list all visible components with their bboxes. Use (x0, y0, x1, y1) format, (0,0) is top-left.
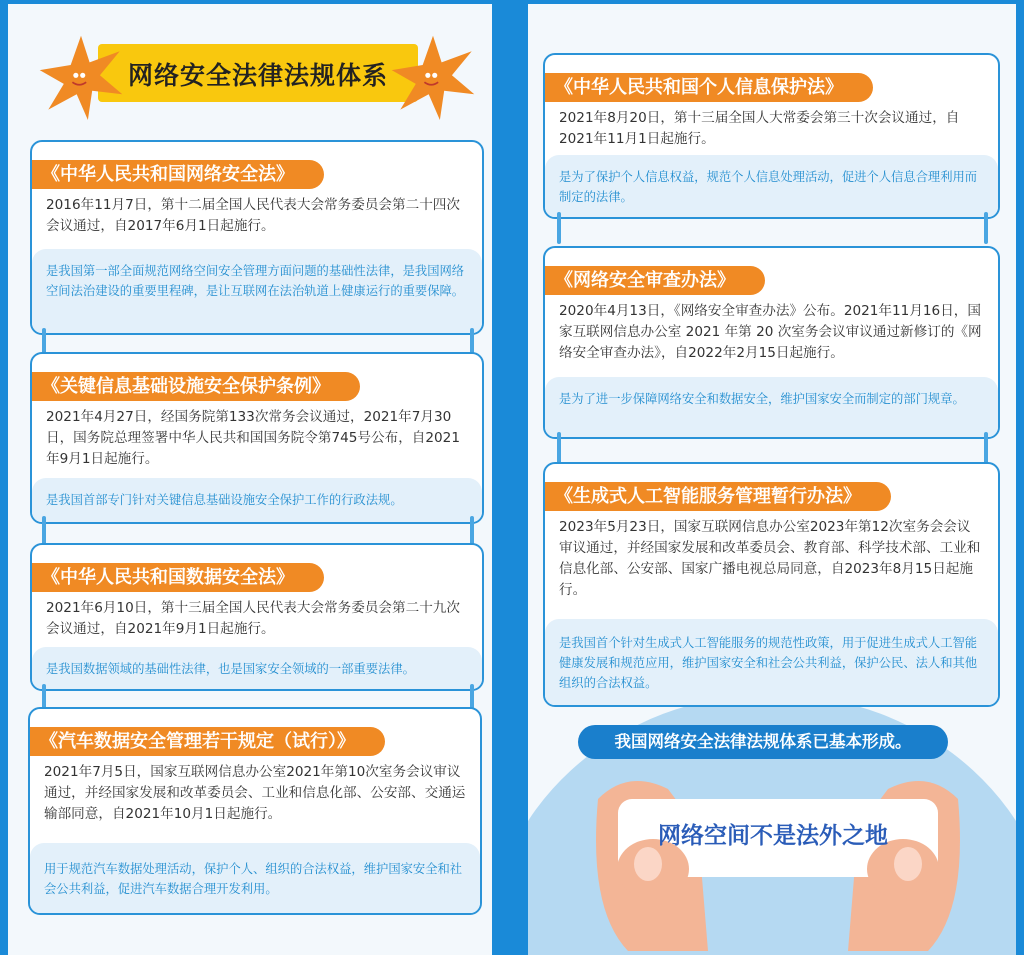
star-mascot-icon (390, 34, 476, 120)
law-detail: 2021年8月20日，第十三届全国人大常委会第三十次会议通过，自2021年11月1日起施行。 (559, 110, 960, 147)
connector (984, 212, 988, 244)
law-card (543, 462, 1000, 707)
law-significance: 是我国第一部全面规范网络空间安全管理方面问题的基础性法律，是我国网络空间法治建设的重要里程碑，是让互联网在法治轨道上健康运行的重要保障。 (32, 249, 482, 333)
law-card (543, 53, 1000, 219)
connector (557, 432, 561, 464)
slogan: 网络空间不是法外之地 (658, 823, 888, 849)
law-significance: 是我国首部专门针对关键信息基础设施安全保护工作的行政法规。 (32, 478, 482, 522)
law-title: 《中华人民共和国数据安全法》 (32, 563, 324, 592)
law-title: 《网络安全审查办法》 (545, 266, 765, 295)
law-detail: 2021年6月10日，第十三届全国人民代表大会常务委员会第二十九次会议通过，自2021年9月1日起施行。 (46, 600, 460, 637)
law-significance: 是我国数据领域的基础性法律，也是国家安全领域的一部重要法律。 (32, 647, 482, 689)
law-detail: 2021年4月27日，经国务院第133次常务会议通过，2021年7月30日，国务院总理签署中华人民共和国国务院令第745号公布，自2021年9月1日起施行。 (46, 409, 460, 467)
connector (984, 432, 988, 464)
law-title: 《中华人民共和国个人信息保护法》 (545, 73, 873, 102)
law-title: 《生成式人工智能服务管理暂行办法》 (545, 482, 891, 511)
law-detail: 2020年4月13日，《网络安全审查办法》公布。2021年11月16日，国家互联网信息办公室 2021 年第 20 次室务会议审议通过新修订的《网络安全审查办法》，自2022年2月15日起施行。 (559, 303, 982, 361)
law-detail: 2021年7月5日，国家互联网信息办公室2021年第10次室务会议审议通过，并经国家发展和改革委员会、工业和信息化部、公安部、交通运输部同意，自2021年10月1日起施行。 (44, 764, 466, 822)
law-significance: 是为了保护个人信息权益，规范个人信息处理活动，促进个人信息合理利用而制定的法律。 (545, 155, 998, 217)
law-detail: 2016年11月7日，第十二届全国人民代表大会常务委员会第二十四次会议通过，自2017年6月1日起施行。 (46, 197, 460, 234)
law-significance: 用于规范汽车数据处理活动，保护个人、组织的合法权益，维护国家安全和社会公共利益，促进汽车数据合理开发利用。 (30, 843, 480, 913)
hands-illustration (568, 769, 988, 951)
conclusion-banner: 我国网络安全法律法规体系已基本形成。 (578, 725, 948, 759)
law-title: 《汽车数据安全管理若干规定（试行）》 (30, 727, 385, 756)
law-card (30, 543, 484, 691)
page-title: 网络安全法律法规体系 (127, 61, 388, 90)
law-card (30, 140, 484, 335)
law-significance: 是为了进一步保障网络安全和数据安全，维护国家安全而制定的部门规章。 (545, 377, 998, 437)
law-title: 《关键信息基础设施安全保护条例》 (32, 372, 360, 401)
connector (557, 212, 561, 244)
law-detail: 2023年5月23日，国家互联网信息办公室2023年第12次室务会会议审议通过，并经国家发展和改革委员会、教育部、科学技术部、工业和信息化部、公安部、国家广播电视总局同意，自2023年8月15日起施行。 (559, 519, 981, 598)
right-panel (528, 4, 1016, 955)
law-significance: 是我国首个针对生成式人工智能服务的规范性政策，用于促进生成式人工智能健康发展和规范应用，维护国家安全和社会公共利益，保护公民、法人和其他组织的合法权益。 (545, 619, 998, 705)
law-card (30, 352, 484, 524)
law-card (28, 707, 482, 915)
star-mascot-icon (38, 34, 124, 120)
law-card (543, 246, 1000, 439)
left-panel (8, 4, 492, 955)
law-title: 《中华人民共和国网络安全法》 (32, 160, 324, 189)
